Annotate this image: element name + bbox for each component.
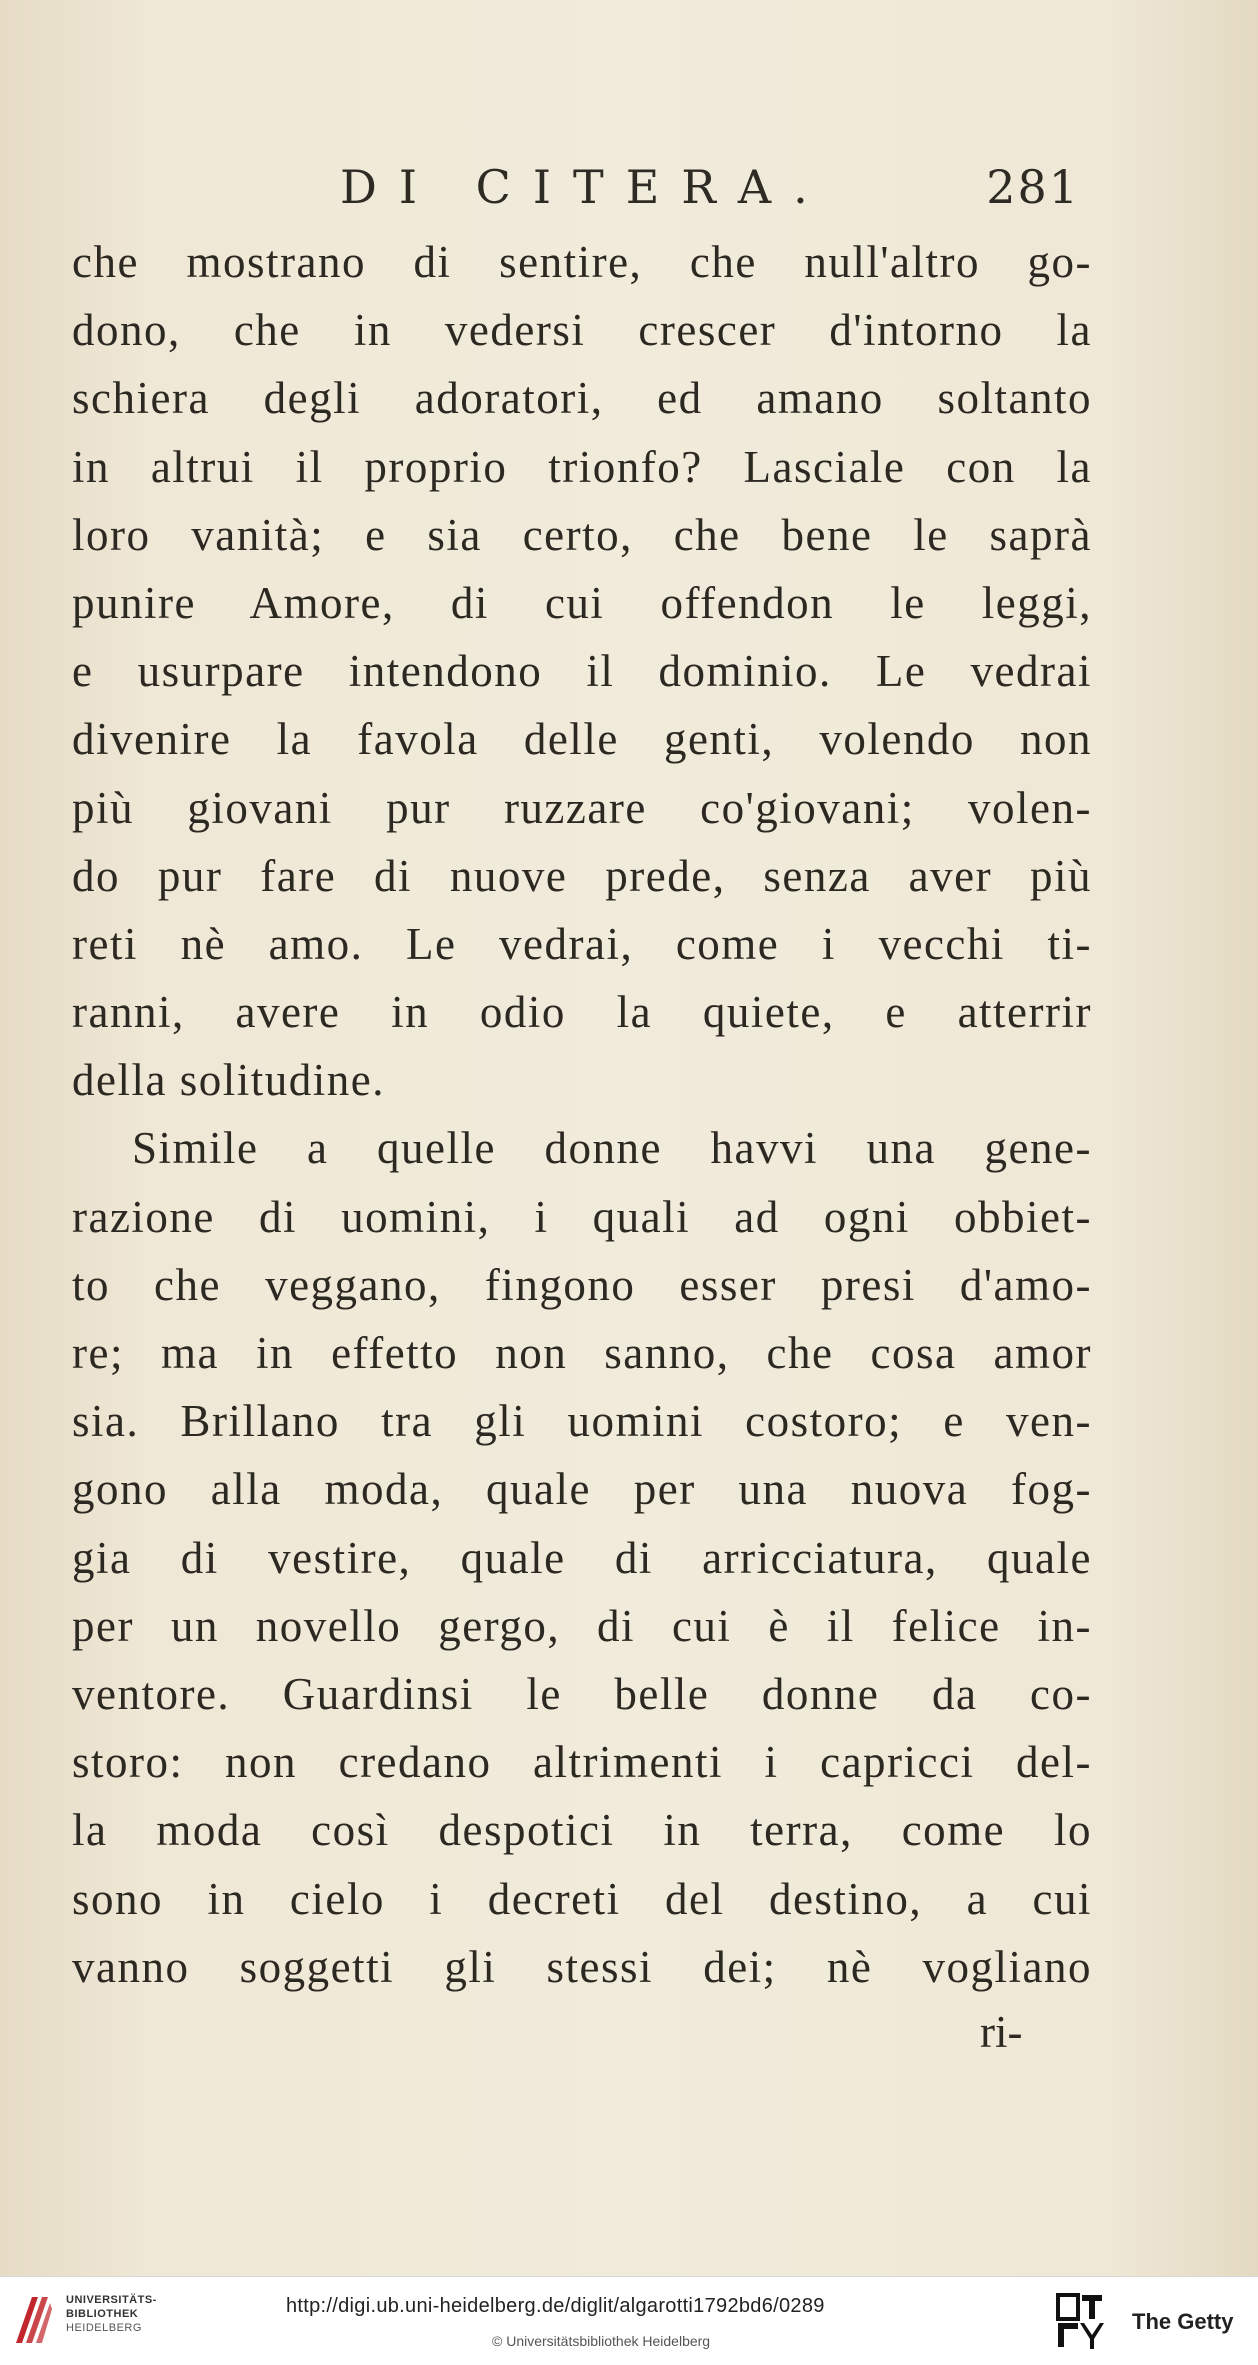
text-line: per un novello gergo, di cui è il felice in- (72, 1600, 1092, 1651)
text-line: che mostrano di sentire, che null'altro go- (72, 237, 1092, 287)
text-line: do pur fare di nuove prede, senza aver più (72, 850, 1092, 901)
copyright-notice: © Universitätsbibliothek Heidelberg (492, 2333, 711, 2349)
text-line: to che veggano, fingono esser presi d'amo- (72, 1259, 1092, 1310)
institution-line: UNIVERSITÄTS- (66, 2294, 157, 2306)
paragraph-start-line: Simile a quelle donne havvi una gene- (132, 1123, 1092, 1174)
getty-logo-icon[interactable] (1056, 2293, 1106, 2351)
body-text (72, 228, 1092, 2001)
text-line: gono alla moda, quale per una nuova fog- (72, 1464, 1092, 1515)
text-line: vanno soggetti gli stessi dei; nè vogliano (72, 1941, 1092, 1992)
institution-line: BIBLIOTHEK (66, 2308, 139, 2320)
institution-line: HEIDELBERG (66, 2322, 142, 2334)
text-line: loro vanità; e sia certo, che bene le saprà (72, 509, 1092, 560)
text-line: razione di uomini, i quali ad ogni obbiet- (72, 1191, 1092, 1242)
text-line: la moda così despotici in terra, come lo (72, 1805, 1092, 1856)
text-line: storo: non credano altrimenti i capricci del- (72, 1737, 1092, 1788)
text-line: e usurpare intendono il dominio. Le vedrai (72, 646, 1092, 697)
text-line: più giovani pur ruzzare co'giovani; volen- (72, 782, 1092, 833)
text-line: in altrui il proprio trionfo? Lasciale con la (72, 441, 1092, 492)
text-line: ventore. Guardinsi le belle donne da co- (72, 1668, 1092, 1719)
text-line: dono, che in vedersi crescer d'intorno la (72, 305, 1092, 356)
partner-name[interactable]: The Getty (1132, 2309, 1234, 2334)
text-line: re; ma in effetto non sanno, che cosa amor (72, 1328, 1092, 1378)
text-line: schiera degli adoratori, ed amano soltanto (72, 373, 1092, 424)
text-line: sia. Brillano tra gli uomini costoro; e ven- (72, 1396, 1092, 1447)
running-title: DI CITERA. (340, 160, 830, 214)
text-line: reti nè amo. Le vedrai, come i vecchi ti- (72, 918, 1092, 969)
text-line: ranni, avere in odio la quiete, e atterrir (72, 987, 1092, 1038)
page-number: 281 (986, 160, 1080, 214)
paragraph-end-line: della solitudine. (72, 1055, 385, 1106)
text-line: sono in cielo i decreti del destino, a cui (72, 1873, 1092, 1924)
institution-name (66, 2293, 157, 2335)
viewer-footer (0, 2276, 1258, 2365)
text-line: gia di vestire, quale di arricciatura, quale (72, 1532, 1092, 1583)
heidelberg-university-logo-icon[interactable] (12, 2291, 54, 2349)
text-line: divenire la favola delle genti, volendo non (72, 714, 1092, 765)
permalink-url[interactable]: http://digi.ub.uni-heidelberg.de/diglit/algarotti1792bd6/0289 (286, 2295, 825, 2317)
running-head (340, 160, 1080, 220)
catchword: ri- (980, 2007, 1023, 2057)
text-line: punire Amore, di cui offendon le leggi, (72, 577, 1092, 628)
